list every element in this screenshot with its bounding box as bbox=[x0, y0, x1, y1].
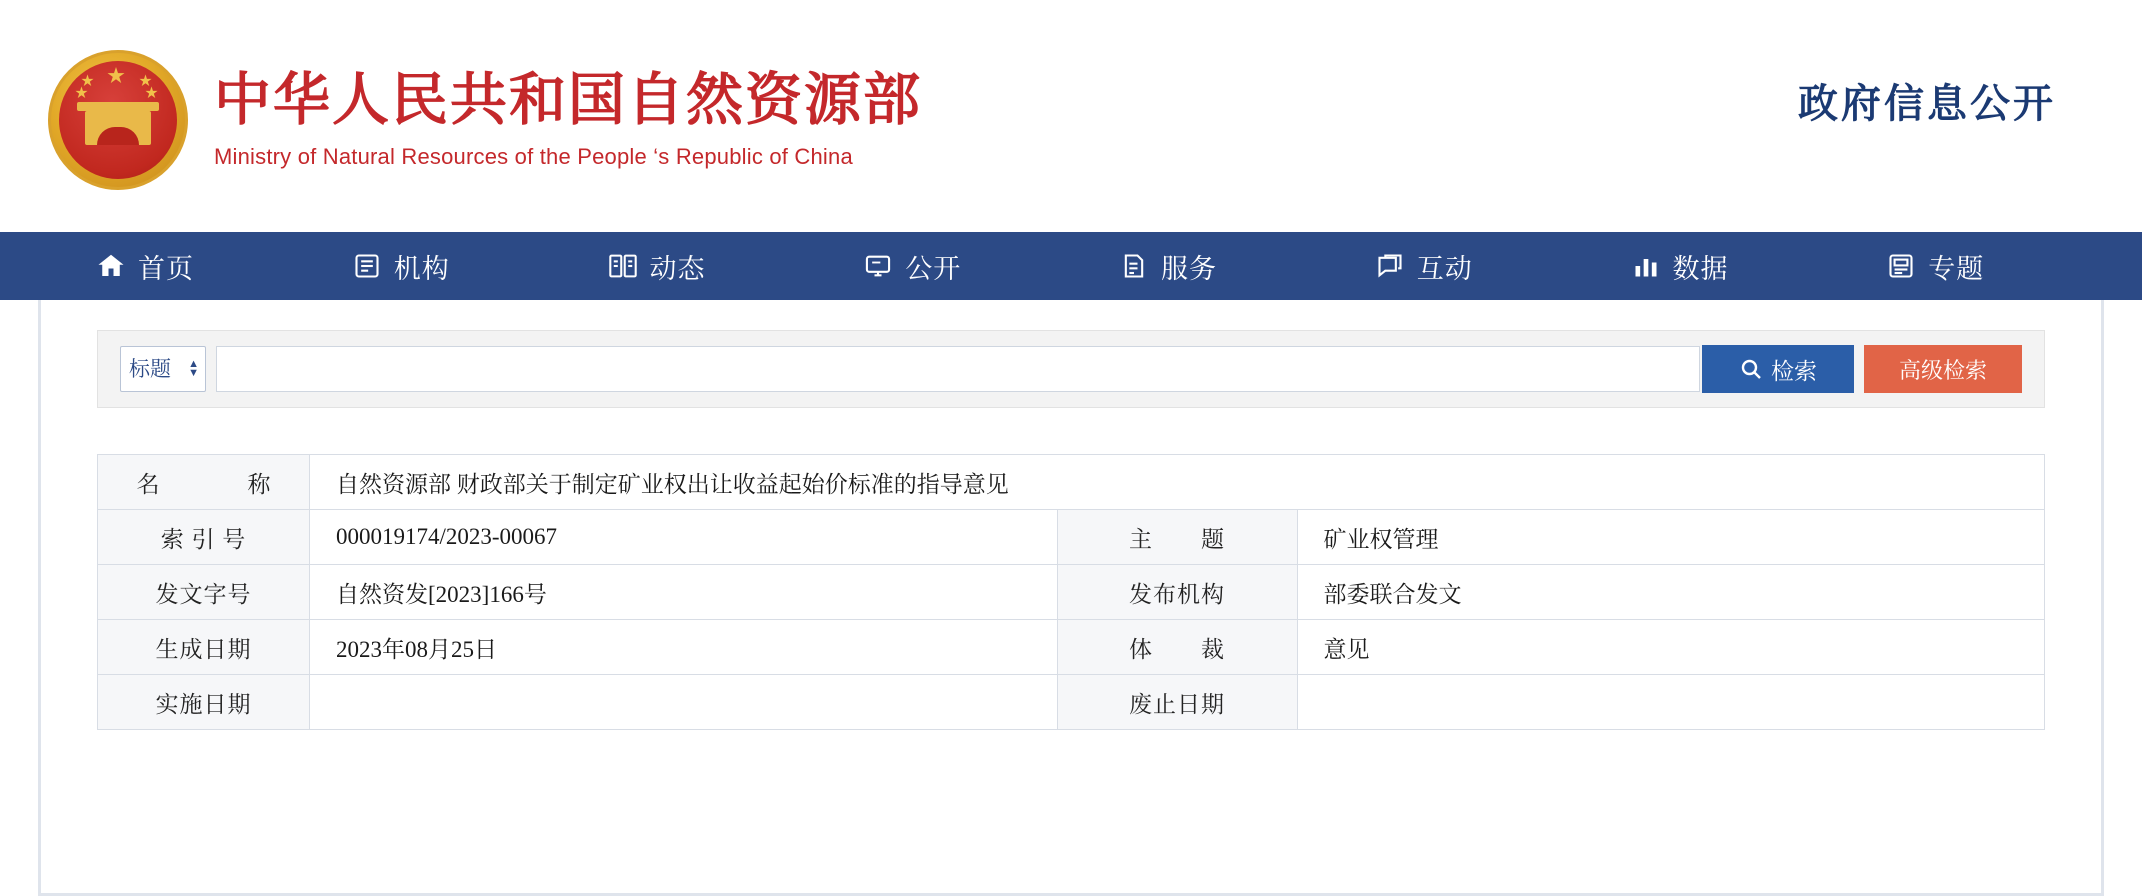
chevron-updown-icon: ▲ ▼ bbox=[188, 358, 199, 379]
news-icon bbox=[1886, 251, 1916, 281]
table-row bbox=[98, 510, 2045, 565]
page-body bbox=[0, 300, 2142, 896]
row-label-subject: 主 题 bbox=[1057, 510, 1297, 565]
bar-chart-icon bbox=[1631, 251, 1661, 281]
main-navigation bbox=[0, 232, 2142, 300]
row-label-repealed: 废止日期 bbox=[1057, 675, 1297, 730]
emblem-stars bbox=[75, 66, 161, 100]
emblem-tiananmen bbox=[85, 111, 151, 145]
row-label-issuer: 发布机构 bbox=[1057, 565, 1297, 620]
nav-label-service: 服务 bbox=[1161, 253, 1217, 284]
chat-icon bbox=[1375, 251, 1405, 281]
row-value-docnumber: 自然资发[2023]166号 bbox=[310, 565, 1058, 620]
row-value-subject: 矿业权管理 bbox=[1297, 510, 2045, 565]
content-frame bbox=[38, 300, 2104, 896]
building-icon bbox=[352, 251, 382, 281]
table-row bbox=[98, 620, 2045, 675]
nav-label-interaction: 互动 bbox=[1416, 253, 1473, 284]
search-bar bbox=[97, 330, 2045, 408]
row-value-name: 自然资源部 财政部关于制定矿业权出让收益起始价标准的指导意见 bbox=[310, 455, 2045, 510]
nav-item-disclosure[interactable] bbox=[815, 247, 1071, 286]
search-button[interactable] bbox=[1702, 345, 1854, 393]
national-emblem-icon bbox=[48, 50, 188, 190]
nav-item-interaction[interactable] bbox=[1327, 247, 1583, 286]
table-row bbox=[98, 565, 2045, 620]
nav-item-topics[interactable] bbox=[1838, 247, 2094, 286]
nav-label-topics: 专题 bbox=[1928, 253, 1985, 284]
nav-item-home[interactable] bbox=[48, 247, 304, 286]
nav-label-data: 数据 bbox=[1672, 253, 1729, 284]
nav-item-organization[interactable] bbox=[304, 247, 560, 286]
site-header bbox=[0, 0, 2142, 232]
emblem-star-3: ★ bbox=[139, 73, 153, 88]
label-text: 名 称 bbox=[136, 471, 285, 497]
monitor-icon bbox=[863, 251, 893, 281]
home-icon bbox=[96, 251, 126, 281]
row-label-name bbox=[98, 455, 310, 510]
search-field-select[interactable] bbox=[120, 346, 206, 392]
table-row bbox=[98, 455, 2045, 510]
nav-label-news: 动态 bbox=[649, 253, 706, 284]
site-title-cn: 中华人民共和国自然资源部 bbox=[214, 69, 922, 133]
row-label-index: 索 引 号 bbox=[98, 510, 310, 565]
search-icon bbox=[1739, 357, 1763, 381]
book-icon bbox=[608, 251, 638, 281]
emblem-star-1: ★ bbox=[81, 73, 95, 88]
document-pen-icon bbox=[1119, 251, 1149, 281]
row-label-effective: 实施日期 bbox=[98, 675, 310, 730]
nav-item-news[interactable] bbox=[560, 247, 816, 286]
document-metadata-table bbox=[97, 454, 2045, 730]
row-label-docnumber: 发文字号 bbox=[98, 565, 310, 620]
advanced-search-button[interactable]: 高级检索 bbox=[1864, 345, 2022, 393]
search-input[interactable] bbox=[216, 346, 1700, 392]
emblem-star-2: ★ bbox=[75, 85, 89, 100]
row-label-genre: 体 裁 bbox=[1057, 620, 1297, 675]
nav-label-organization: 机构 bbox=[393, 253, 450, 284]
row-value-index: 000019174/2023-00067 bbox=[310, 510, 1058, 565]
emblem-star-4: ★ bbox=[145, 85, 159, 100]
table-row bbox=[98, 675, 2045, 730]
nav-item-data[interactable] bbox=[1583, 247, 1839, 286]
nav-label-disclosure: 公开 bbox=[905, 253, 962, 284]
nav-item-service[interactable] bbox=[1071, 247, 1327, 286]
emblem-star-main: ★ bbox=[107, 66, 125, 86]
site-title-block bbox=[214, 68, 922, 170]
row-value-repealed bbox=[1297, 675, 2045, 730]
search-button-label: 检索 bbox=[1771, 357, 1817, 384]
row-value-genre: 意见 bbox=[1297, 620, 2045, 675]
nav-label-home: 首页 bbox=[138, 253, 194, 284]
search-field-select-wrap bbox=[120, 346, 206, 392]
row-label-created: 生成日期 bbox=[98, 620, 310, 675]
site-title-en: Ministry of Natural Resources of the People ‘s Republic of China bbox=[214, 143, 853, 169]
row-value-created: 2023年08月25日 bbox=[310, 620, 1058, 675]
row-value-effective bbox=[310, 675, 1058, 730]
row-value-issuer: 部委联合发文 bbox=[1297, 565, 2045, 620]
page-section-title: 政府信息公开 bbox=[1798, 81, 2056, 126]
